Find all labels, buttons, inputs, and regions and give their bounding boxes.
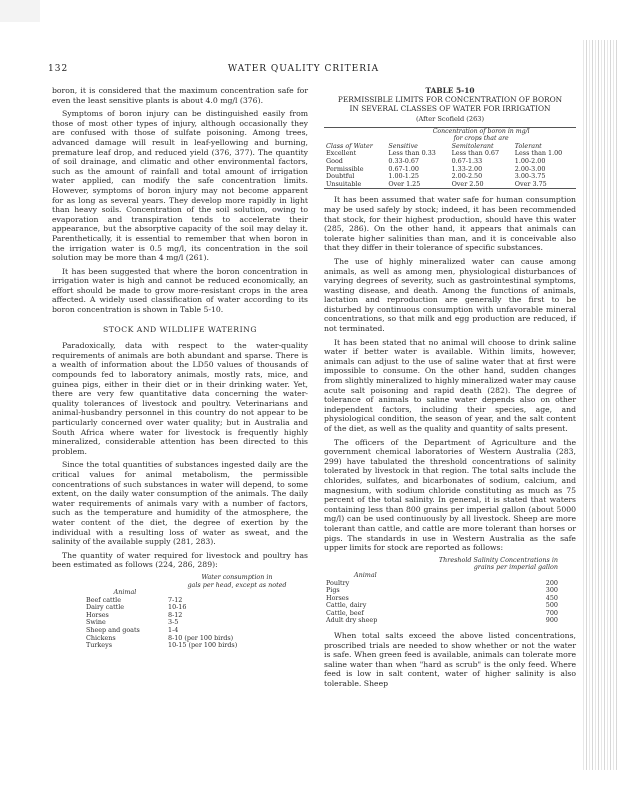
cell-animal: Cattle, beef xyxy=(326,608,364,617)
cell: Excellent xyxy=(326,149,357,158)
cell-animal: Adult dry sheep xyxy=(326,616,378,625)
table-row xyxy=(324,617,576,625)
paragraph: It has been assumed that water safe for human consumption may be used safely by stock; indeed, it has been recommended that stock, for their highest production, should have this water (285, 286). On the other hand, it appears that animals can tolerate higher salinities than man, and it is conceivable also that they differ in their tolerance of specific substances. xyxy=(324,195,576,253)
cell-animal: Horses xyxy=(326,593,349,602)
column-header: Semitolerant xyxy=(451,141,494,150)
cell-value: 7-12 xyxy=(168,595,183,604)
cell-value: 10-16 xyxy=(168,603,187,612)
cell: 1.00-1.25 xyxy=(388,172,419,181)
table-row xyxy=(84,604,308,612)
cell: 3.00-3.75 xyxy=(514,172,546,181)
cell-value: 3-5 xyxy=(168,618,179,627)
column-header-line: grains per imperial gallon xyxy=(473,563,558,572)
salinity-tolerance-table xyxy=(324,557,576,625)
span-header-line: for crops that are xyxy=(453,135,509,143)
cell-value: 200 xyxy=(545,578,558,587)
table-title-line: IN SEVERAL CLASSES OF WATER FOR IRRIGATION xyxy=(349,104,551,113)
water-consumption-table xyxy=(52,574,308,650)
boron-limits-table xyxy=(324,86,576,189)
paragraph: Symptoms of boron injury can be distinguished easily from those of most other types of injury, although occasionally they are confused with those of sulfate poisoning. Among trees, advanced damage will result in leaf-yellowing and burning, premature leaf drop, and reduced yield (376, 377). The quantity of soil drainage, and climatic and other environmental factors, such as the amount of rainfall and total amount of irrigation water applied, can modify the safe concentration limits. However, symptoms of boron injury may not become apparent for as long as several years. They develop more rapidly in light than heavy soils. Concentration of the soil solution, owing to evaporation and transpiration tends to accelerate their appearance, but the absorptive capacity of the soil may delay it. Parenthetically, it is essential to remember that when boron in the irrigation water is 0.5 mg/l, its concentration in the soil solution may be more than 4 mg/l (261). xyxy=(52,109,308,263)
table-label: TABLE 5-10 xyxy=(425,86,475,95)
cell: 0.33-0.67 xyxy=(388,156,419,165)
running-head xyxy=(48,64,559,78)
cell: 2.00-2.50 xyxy=(451,172,483,181)
cell-animal: Cattle, dairy xyxy=(326,601,367,610)
cell-animal: Sheep and goats xyxy=(86,626,140,635)
cell: 0.67-1.33 xyxy=(451,156,483,165)
paragraph: When total salts exceed the above listed concentrations, proscribed trials are needed to show whether or not the water is safe. When green feed is available, animals can tolerate more saline water than when "hard as scrub" is the only feed. Where feed is low in salt content, water of higher salinity is also tolerable. Sheep xyxy=(324,631,576,689)
cell-value: 500 xyxy=(545,601,558,610)
table-row xyxy=(324,181,576,189)
cell-animal: Beef cattle xyxy=(86,595,122,604)
table-title-line: PERMISSIBLE LIMITS FOR CONCENTRATION OF BORON xyxy=(337,95,563,104)
cell-animal: Chickens xyxy=(86,633,116,642)
span-header-line: Concentration of boron in mg/l xyxy=(432,127,530,135)
column-header-line: gals per head, except as noted xyxy=(187,580,287,589)
cell: Less than 1.00 xyxy=(514,149,563,158)
table-row xyxy=(84,612,308,620)
paragraph: The quantity of water required for livestock and poultry has been estimated as follows (224, 286, 289): xyxy=(52,550,308,570)
paragraph: It has been stated that no animal will choose to drink saline water if better water is available. Within limits, however, animals can adjust to the use of saline water that at first were impossible to consume. On the other hand, sudden changes from slightly mineralized to highly mineralized water may cause acute salt poisoning and rapid death (282). The degree of tolerance of animals to saline water depends also on other independent factors, including their species, age, and physiological condition, the season of year, and the salt content of the diet, as well as the quality and quantity of salts present. xyxy=(324,337,576,433)
left-column xyxy=(52,86,308,650)
cell-value: 700 xyxy=(545,608,558,617)
cell: 0.67-1.00 xyxy=(388,164,419,173)
cell: Less than 0.33 xyxy=(388,149,436,158)
cell-animal: Horses xyxy=(86,610,109,619)
cell-animal: Swine xyxy=(86,618,106,627)
cell: 2.00-3.00 xyxy=(514,164,546,173)
table-source: (After Scofield (263) xyxy=(415,115,485,123)
column-header-animal xyxy=(84,574,166,589)
paragraph: The use of highly mineralized water can cause among animals, as well as among men, physiological disturbances of varying degrees of severity, such as gastrointestinal symptoms, wasting disease, and death. Among the functions of animals, lactation and reproduction are generally the first to be disturbed by continuous consumption with unfavorable mineral concentrations, so that milk and egg production are reduced, if not terminated. xyxy=(324,256,576,334)
page-number: 132 xyxy=(48,64,69,74)
cell-animal: Poultry xyxy=(326,578,350,587)
scan-shadow-top-left xyxy=(0,0,40,22)
cell: 1.00-2.00 xyxy=(514,156,546,165)
column-header: Sensitive xyxy=(388,141,418,150)
span-header xyxy=(386,127,576,143)
column-header-line: Water consumption in xyxy=(201,572,273,581)
column-header-animal: Animal xyxy=(354,570,377,579)
cell-animal: Dairy cattle xyxy=(86,603,125,612)
cell-value: 1-4 xyxy=(168,626,179,635)
column-header: Tolerant xyxy=(514,141,542,150)
column-header-threshold xyxy=(396,557,576,572)
cell: Over 3.75 xyxy=(513,181,576,189)
cell: Less than 0.67 xyxy=(451,149,500,158)
table-caption xyxy=(324,86,576,113)
table-row xyxy=(324,587,576,595)
cell-value: 450 xyxy=(545,593,558,602)
cell-value: 8-12 xyxy=(168,610,183,619)
cell: Good xyxy=(326,156,343,165)
table-row xyxy=(84,642,308,650)
table-row xyxy=(324,580,576,588)
cell-value: 300 xyxy=(545,586,558,595)
column-header-animal-label: Animal xyxy=(113,588,137,597)
cell: Over 1.25 xyxy=(386,181,449,189)
paragraph: The officers of the Department of Agriculture and the government chemical laboratories of Western Australia (283, 299) have tabulated the threshold concentrations of salinity tolerated by livestock in that region. The total salts include the chlorides, sulfates, and bicarbonates of sodium, calcium, and magnesium, with sodium chloride constituting as much as 75 percent of the total salinity. In general, it is stated that waters containing less than 800 grains per imperial gallon (about 5000 mg/l) can be used continuously by all livestock. Sheep are more tolerant than cattle, and cattle are more tolerant than horses or pigs. The standards in use in Western Australia as the safe upper limits for stock are reported as follows: xyxy=(324,437,576,553)
cell-value: 8-10 (per 100 birds) xyxy=(168,633,234,642)
section-heading: STOCK AND WILDLIFE WATERING xyxy=(103,324,257,334)
cell: Permissible xyxy=(326,164,364,173)
cell: Unsuitable xyxy=(324,181,386,189)
cell-animal: Pigs xyxy=(326,586,340,595)
column-header-line: Threshold Salinity Concentrations in xyxy=(438,555,558,564)
paragraph: Since the total quantities of substances ingested daily are the critical values for animal metabolism, the permissible concentrations of such substances in water will depend, to some extent, on the daily water consumption of the animals. The daily water requirements of animals vary with a number of factors, such as the temperature and humidity of the atmosphere, the water content of the diet, the degree of exertion by the individual with a resulting loss of water as sweat, and the salinity of the available supply (281, 283). xyxy=(52,460,308,547)
running-title: WATER QUALITY CRITERIA xyxy=(227,64,380,74)
column-header: Class of Water xyxy=(326,141,373,150)
cell-value: 10-15 (per 100 birds) xyxy=(168,641,238,650)
right-column xyxy=(324,86,576,693)
scan-binding-edge xyxy=(581,40,619,770)
cell: Over 2.50 xyxy=(450,181,513,189)
column-header-consumption xyxy=(166,574,308,589)
cell: Doubtful xyxy=(326,172,355,181)
paragraph: boron, it is considered that the maximum concentration safe for even the least sensitive plants is about 4.0 mg/l (376). xyxy=(52,86,308,105)
paragraph: It has been suggested that where the boron concentration in irrigation water is high and cannot be reduced economically, an effort should be made to grow more-resistant crops in the area affected. A widely used classification of water according to its boron concentration is shown in Table 5-10. xyxy=(52,266,308,315)
cell: 1.33-2.00 xyxy=(451,164,483,173)
cell-animal: Turkeys xyxy=(86,641,112,650)
cell-value: 900 xyxy=(545,616,558,625)
paragraph: Paradoxically, data with respect to the water-quality requirements of animals are both abundant and sparse. There is a wealth of information about the LD50 values of thousands of compounds fed to laboratory animals, mostly rats, mice, and guinea pigs, either in their diet or in their drinking water. Yet, there are very few quantitative data concerning the water-quality tolerances of livestock and poultry. Veterinarians and animal-husbandry personnel in this country do not appear to be particularly concerned over water quality; but in Australia and South Africa where water for livestock is frequently highly mineralized, considerable attention has been directed to this problem. xyxy=(52,341,308,456)
